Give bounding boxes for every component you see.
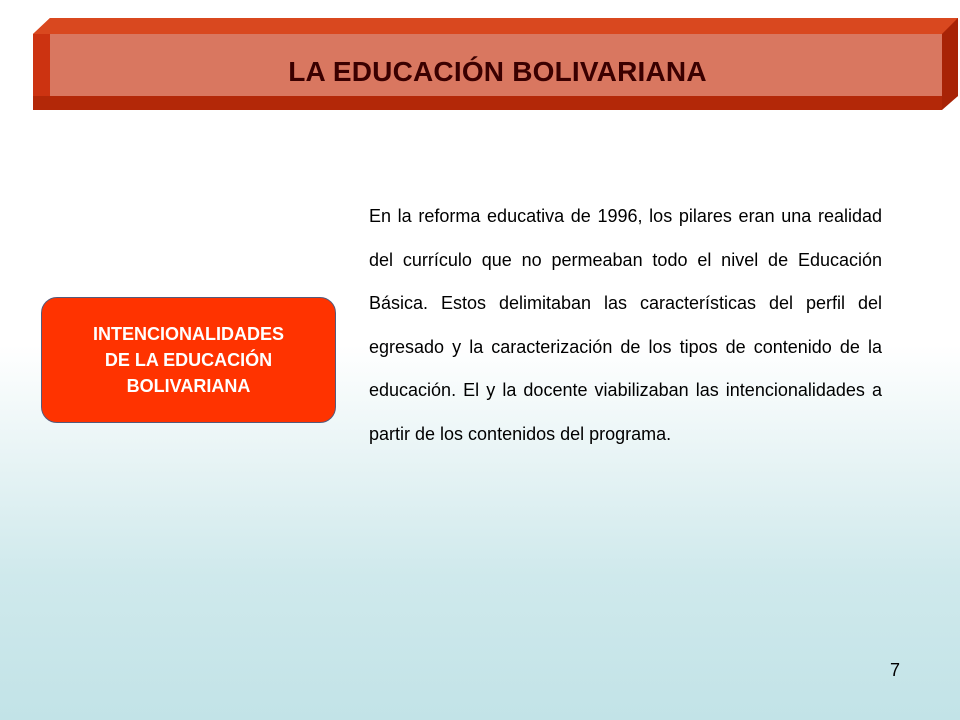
title-banner: [0, 0, 960, 120]
intencionalidades-box: [41, 297, 336, 423]
page-number: 7: [889, 660, 900, 680]
slide-title: LA EDUCACIÓN BOLIVARIANA: [288, 56, 707, 87]
intencionalidades-box-label: INTENCIONALIDADES DE LA EDUCACIÓN BOLIVARIANA: [92, 324, 284, 396]
body-paragraph: En la reforma educativa de 1996, los pilares eran una realidad del currículo que no permeaban todo el nivel de Educación Básica. Estos delimitaban las características del perfil del egresado y la caracterización de los tipos de contenido de la educación. El y la docente viabilizaban las intencionalidades a partir de los contenidos del programa.: [369, 206, 882, 444]
